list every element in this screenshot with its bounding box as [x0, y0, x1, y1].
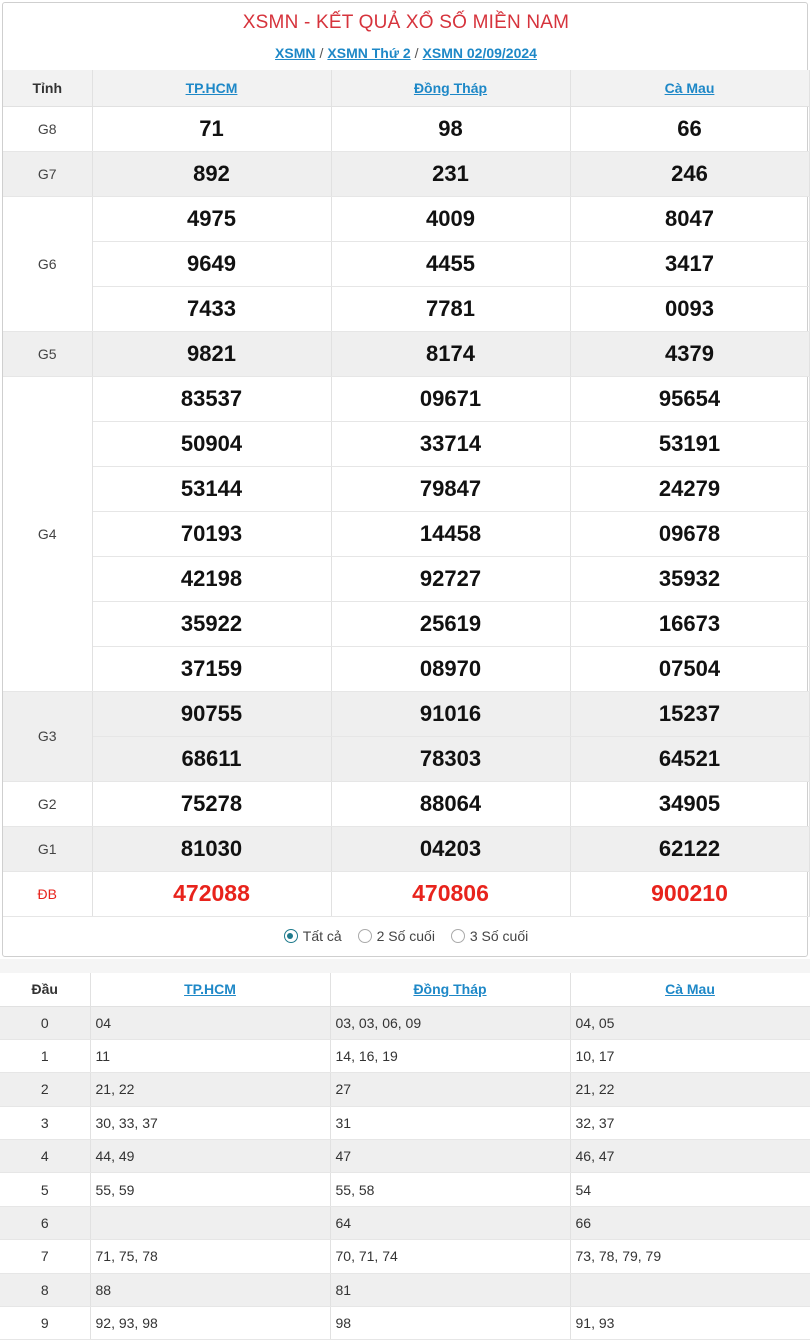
prize-row	[3, 601, 809, 646]
breadcrumb-xsmn-thu2[interactable]: XSMN Thứ 2	[327, 45, 411, 61]
head-digit: 9	[0, 1307, 90, 1340]
page-title: XSMN - KẾT QUẢ XỔ SỐ MIỀN NAM	[242, 12, 570, 33]
special-prize-number: 900210	[570, 871, 809, 916]
breadcrumb-separator: /	[414, 45, 419, 61]
prize-number: 53144	[92, 466, 331, 511]
tail-numbers: 04, 05	[570, 1006, 810, 1039]
head-digit: 2	[0, 1073, 90, 1106]
column-header-tphcm	[90, 973, 330, 1006]
province-link-dong-thap[interactable]: Đồng Tháp	[413, 79, 488, 96]
tail-numbers: 27	[330, 1073, 570, 1106]
radio-selected-icon[interactable]	[284, 929, 298, 943]
tail-numbers: 92, 93, 98	[90, 1307, 330, 1340]
prize-number: 9821	[92, 331, 331, 376]
special-prize-number: 472088	[92, 871, 331, 916]
results-header-row	[3, 70, 809, 106]
tail-numbers: 54	[570, 1173, 810, 1206]
prize-number: 4379	[570, 331, 809, 376]
prize-number: 231	[331, 151, 570, 196]
column-header-dong-thap	[330, 973, 570, 1006]
prize-number: 14458	[331, 511, 570, 556]
filter-option-all[interactable]	[284, 928, 342, 944]
prize-number: 78303	[331, 736, 570, 781]
tail-numbers: 14, 16, 19	[330, 1039, 570, 1072]
filter-option-2-digits[interactable]	[358, 928, 435, 944]
prize-row	[3, 466, 809, 511]
dau-row	[0, 1006, 810, 1039]
prize-row	[3, 106, 809, 151]
head-digit: 7	[0, 1240, 90, 1273]
prize-row	[3, 556, 809, 601]
prize-row	[3, 736, 809, 781]
tail-numbers: 10, 17	[570, 1039, 810, 1072]
prize-number: 68611	[92, 736, 331, 781]
prize-number: 16673	[570, 601, 809, 646]
digit-filter	[3, 928, 809, 944]
prize-number: 33714	[331, 421, 570, 466]
head-digit: 4	[0, 1140, 90, 1173]
prize-number: 0093	[570, 286, 809, 331]
head-digit: 8	[0, 1273, 90, 1306]
tail-numbers: 47	[330, 1140, 570, 1173]
dau-row	[0, 1307, 810, 1340]
prize-label: G3	[3, 691, 92, 781]
prize-number: 42198	[92, 556, 331, 601]
prize-number: 09671	[331, 376, 570, 421]
tail-numbers: 81	[330, 1273, 570, 1306]
prize-label: ĐB	[3, 871, 92, 916]
province-link-tphcm[interactable]: TP.HCM	[185, 79, 238, 96]
prize-number: 53191	[570, 421, 809, 466]
prize-number: 71	[92, 106, 331, 151]
prize-number: 25619	[331, 601, 570, 646]
dau-row	[0, 1240, 810, 1273]
prize-number: 50904	[92, 421, 331, 466]
head-digit: 3	[0, 1106, 90, 1139]
prize-label: G7	[3, 151, 92, 196]
prize-row	[3, 826, 809, 871]
dau-row	[0, 1173, 810, 1206]
tail-numbers: 91, 93	[570, 1307, 810, 1340]
dau-row	[0, 1273, 810, 1306]
tail-numbers	[90, 1206, 330, 1239]
prize-label: G4	[3, 376, 92, 691]
prize-row	[3, 646, 809, 691]
prize-row	[3, 871, 809, 916]
prize-number: 35932	[570, 556, 809, 601]
column-header-dong-thap	[331, 70, 570, 106]
prize-number: 9649	[92, 241, 331, 286]
dau-row	[0, 1106, 810, 1139]
tail-numbers: 55, 59	[90, 1173, 330, 1206]
prize-label: G8	[3, 106, 92, 151]
tail-numbers: 98	[330, 1307, 570, 1340]
prize-number: 04203	[331, 826, 570, 871]
prize-row	[3, 196, 809, 241]
prize-row	[3, 421, 809, 466]
prize-number: 08970	[331, 646, 570, 691]
tail-numbers: 64	[330, 1206, 570, 1239]
dau-row	[0, 1039, 810, 1072]
prize-number: 81030	[92, 826, 331, 871]
tail-numbers: 30, 33, 37	[90, 1106, 330, 1139]
prize-row	[3, 511, 809, 556]
prize-number: 95654	[570, 376, 809, 421]
prize-row	[3, 151, 809, 196]
tail-numbers: 21, 22	[570, 1073, 810, 1106]
tail-numbers: 44, 49	[90, 1140, 330, 1173]
column-header-tphcm	[92, 70, 331, 106]
tail-numbers: 04	[90, 1006, 330, 1039]
tail-numbers: 73, 78, 79, 79	[570, 1240, 810, 1273]
tail-numbers: 55, 58	[330, 1173, 570, 1206]
prize-label: G1	[3, 826, 92, 871]
column-header-dau: Đầu	[0, 973, 90, 1006]
tail-numbers: 46, 47	[570, 1140, 810, 1173]
prize-row	[3, 331, 809, 376]
filter-label: 2 Số cuối	[376, 928, 435, 944]
dau-table	[0, 973, 810, 1340]
filter-option-3-digits[interactable]	[451, 928, 528, 944]
prize-number: 88064	[331, 781, 570, 826]
prize-row	[3, 241, 809, 286]
prize-number: 37159	[92, 646, 331, 691]
tail-numbers: 03, 03, 06, 09	[330, 1006, 570, 1039]
radio-icon[interactable]	[358, 929, 372, 943]
prize-number: 92727	[331, 556, 570, 601]
tail-numbers	[570, 1273, 810, 1306]
prize-number: 7433	[92, 286, 331, 331]
prize-number: 4455	[331, 241, 570, 286]
prize-number: 7781	[331, 286, 570, 331]
tail-numbers: 66	[570, 1206, 810, 1239]
tail-numbers: 71, 75, 78	[90, 1240, 330, 1273]
dau-row	[0, 1140, 810, 1173]
head-digit: 6	[0, 1206, 90, 1239]
prize-number: 83537	[92, 376, 331, 421]
prize-number: 4975	[92, 196, 331, 241]
prize-row	[3, 691, 809, 736]
breadcrumb-separator: /	[319, 45, 324, 61]
head-digit: 5	[0, 1173, 90, 1206]
filter-label: 3 Số cuối	[469, 928, 529, 944]
prize-number: 34905	[570, 781, 809, 826]
prize-row	[3, 376, 809, 421]
dau-row	[0, 1073, 810, 1106]
radio-icon[interactable]	[451, 929, 465, 943]
prize-number: 8047	[570, 196, 809, 241]
province-link-ca-mau[interactable]: Cà Mau	[664, 79, 715, 96]
prize-number: 24279	[570, 466, 809, 511]
prize-number: 75278	[92, 781, 331, 826]
prize-number: 79847	[331, 466, 570, 511]
breadcrumb	[3, 45, 809, 61]
dau-header-row	[0, 973, 810, 1006]
tail-numbers: 21, 22	[90, 1073, 330, 1106]
prize-number: 98	[331, 106, 570, 151]
tail-numbers: 11	[90, 1039, 330, 1072]
prize-number: 66	[570, 106, 809, 151]
special-prize-number: 470806	[331, 871, 570, 916]
column-header-ca-mau	[570, 70, 809, 106]
province-link-tphcm[interactable]: TP.HCM	[184, 981, 236, 998]
tail-numbers: 70, 71, 74	[330, 1240, 570, 1273]
tail-numbers: 32, 37	[570, 1106, 810, 1139]
results-table	[3, 70, 810, 917]
prize-label: G5	[3, 331, 92, 376]
head-digit: 0	[0, 1006, 90, 1039]
prize-number: 3417	[570, 241, 809, 286]
province-link-ca-mau[interactable]: Cà Mau	[665, 981, 715, 998]
province-link-dong-thap[interactable]: Đồng Tháp	[413, 981, 487, 998]
prize-number: 246	[570, 151, 809, 196]
tail-numbers: 88	[90, 1273, 330, 1306]
prize-number: 15237	[570, 691, 809, 736]
prize-number: 91016	[331, 691, 570, 736]
prize-label: G2	[3, 781, 92, 826]
prize-number: 62122	[570, 826, 809, 871]
prize-number: 09678	[570, 511, 809, 556]
prize-number: 892	[92, 151, 331, 196]
prize-row	[3, 286, 809, 331]
prize-number: 64521	[570, 736, 809, 781]
filter-label: Tất cả	[302, 928, 342, 944]
breadcrumb-xsmn[interactable]: XSMN	[275, 45, 316, 61]
prize-number: 4009	[331, 196, 570, 241]
prize-number: 07504	[570, 646, 809, 691]
prize-row	[3, 781, 809, 826]
column-header-ca-mau	[570, 973, 810, 1006]
column-header-province: Tỉnh	[3, 70, 92, 106]
prize-number: 35922	[92, 601, 331, 646]
dau-row	[0, 1206, 810, 1239]
prize-label: G6	[3, 196, 92, 331]
results-card	[2, 2, 808, 957]
prize-number: 8174	[331, 331, 570, 376]
tail-numbers: 31	[330, 1106, 570, 1139]
section-divider	[0, 959, 810, 973]
head-digit: 1	[0, 1039, 90, 1072]
breadcrumb-xsmn-date[interactable]: XSMN 02/09/2024	[422, 45, 537, 61]
prize-number: 90755	[92, 691, 331, 736]
prize-number: 70193	[92, 511, 331, 556]
